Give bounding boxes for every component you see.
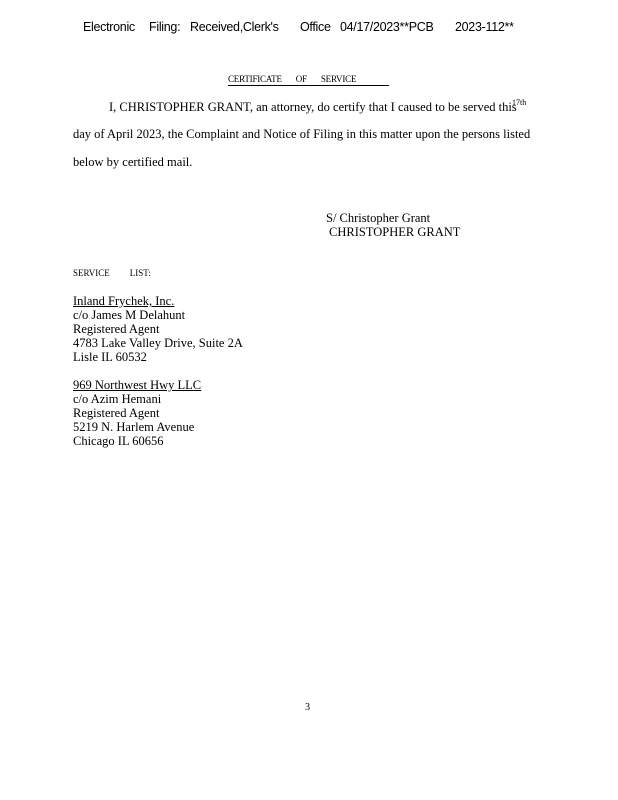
entry-line: Registered Agent <box>73 406 160 420</box>
certificate-line-3: below by certified mail. <box>73 155 193 169</box>
certificate-line-1: I, CHRISTOPHER GRANT, an attorney, do certify that I caused to be served this <box>109 100 517 114</box>
header-office: Office <box>300 20 331 34</box>
certificate-title <box>228 74 389 86</box>
entry-line: c/o James M Delahunt <box>73 308 186 322</box>
header-received: Received,Clerk's <box>190 20 279 34</box>
entry-line: Lisle IL 60532 <box>73 350 147 364</box>
printed-name: CHRISTOPHER GRANT <box>329 225 461 239</box>
title-word-service: SERVICE <box>320 74 357 84</box>
date-superscript: 17th <box>512 98 527 107</box>
header-electronic: Electronic <box>83 20 135 34</box>
entry-line: c/o Azim Hemani <box>73 392 162 406</box>
header-date: 04/17/2023**PCB <box>340 20 434 34</box>
service-entry <box>73 294 243 364</box>
entry-line: 5219 N. Harlem Avenue <box>73 420 195 434</box>
page-number: 3 <box>305 702 310 713</box>
title-word-certificate: CERTIFICATE <box>228 74 282 84</box>
service-title-word-1: SERVICE <box>73 268 110 278</box>
electronic-signature: S/ Christopher Grant <box>326 211 431 225</box>
entry-name: 969 Northwest Hwy LLC <box>73 378 202 392</box>
service-list-title <box>73 268 171 278</box>
entry-line: Chicago IL 60656 <box>73 434 164 448</box>
certificate-line-2: day of April 2023, the Complaint and Notice of Filing in this matter upon the persons listed <box>73 127 531 141</box>
entry-line: Registered Agent <box>73 322 160 336</box>
entry-line: 4783 Lake Valley Drive, Suite 2A <box>73 336 243 350</box>
entry-name: Inland Frychek, Inc. <box>73 294 175 308</box>
service-entry <box>73 378 201 448</box>
title-word-of: OF <box>295 74 307 84</box>
service-title-word-2: LIST: <box>129 268 151 278</box>
header-docket: 2023-112** <box>455 20 514 34</box>
header-filing: Filing: <box>149 20 181 34</box>
